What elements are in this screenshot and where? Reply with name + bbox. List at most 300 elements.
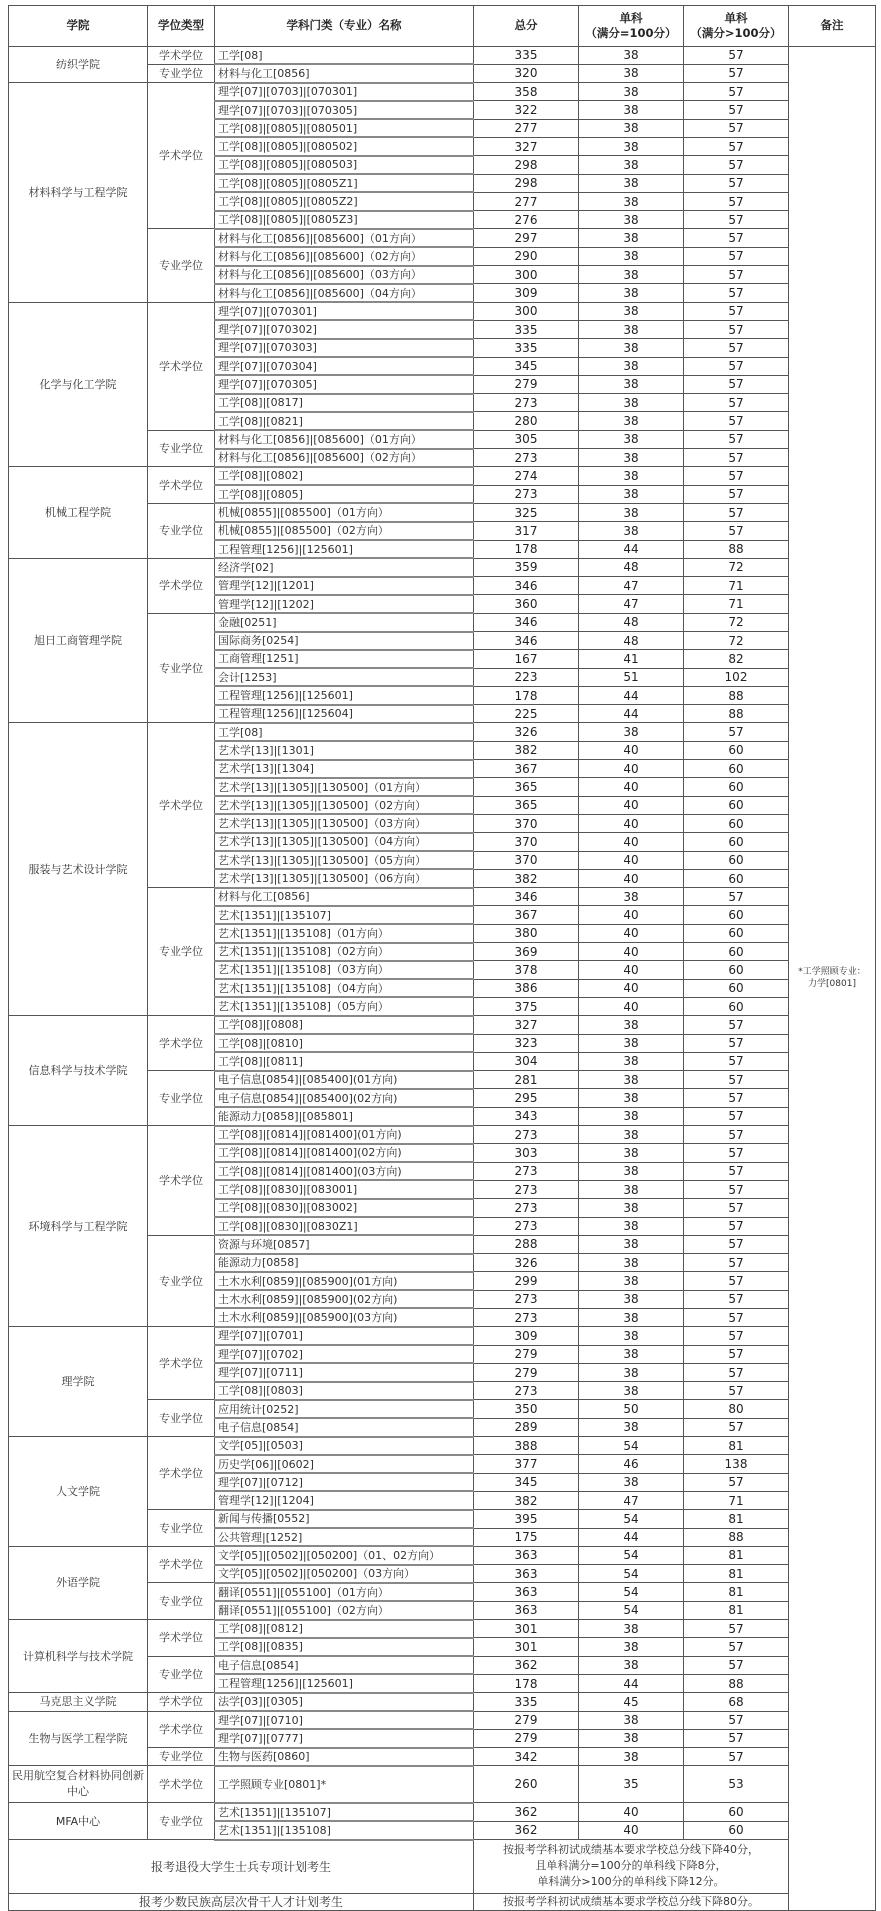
single-100-score: 48 bbox=[579, 632, 684, 650]
college-name: 民用航空复合材料协同创新中心 bbox=[9, 1766, 148, 1803]
single-over100-score: 57 bbox=[684, 1199, 789, 1217]
single-100-score: 38 bbox=[579, 1290, 684, 1308]
single-over100-score: 57 bbox=[684, 339, 789, 357]
header-college: 学院 bbox=[9, 6, 148, 47]
single-100-score: 41 bbox=[579, 650, 684, 668]
total-score: 327 bbox=[474, 1016, 579, 1034]
major-name: 土木水利[0859]|[085900](01方向) bbox=[215, 1272, 474, 1290]
total-score: 320 bbox=[474, 64, 579, 82]
college-name: 机械工程学院 bbox=[9, 467, 148, 558]
single-over100-score: 57 bbox=[684, 1071, 789, 1089]
single-over100-score: 57 bbox=[684, 1052, 789, 1070]
major-name: 管理学[12]|[1204] bbox=[215, 1491, 474, 1509]
single-over100-score: 57 bbox=[684, 1126, 789, 1144]
total-score: 178 bbox=[474, 686, 579, 704]
total-score: 367 bbox=[474, 760, 579, 778]
single-100-score: 45 bbox=[579, 1693, 684, 1711]
major-name: 管理学[12]|[1201] bbox=[215, 577, 474, 595]
single-over100-score: 60 bbox=[684, 741, 789, 759]
total-score: 167 bbox=[474, 650, 579, 668]
major-name: 工程管理[1256]|[125601] bbox=[215, 686, 474, 704]
major-name: 工学[08]|[0814]|[081400](02方向) bbox=[215, 1144, 474, 1162]
single-100-score: 38 bbox=[579, 1382, 684, 1400]
header-row bbox=[9, 6, 876, 47]
total-score: 281 bbox=[474, 1071, 579, 1089]
single-100-score: 44 bbox=[579, 540, 684, 558]
single-100-score: 40 bbox=[579, 961, 684, 979]
single-100-score: 38 bbox=[579, 211, 684, 229]
total-score: 273 bbox=[474, 1199, 579, 1217]
major-name: 理学[07]|[070303] bbox=[215, 339, 474, 357]
total-score: 382 bbox=[474, 1491, 579, 1509]
degree-type: 专业学位 bbox=[148, 229, 215, 302]
major-name: 工学[08]|[0805]|[0805Z2] bbox=[215, 192, 474, 210]
total-score: 175 bbox=[474, 1528, 579, 1546]
single-100-score: 54 bbox=[579, 1437, 684, 1455]
degree-type: 专业学位 bbox=[148, 1071, 215, 1126]
college-name: MFA中心 bbox=[9, 1803, 148, 1840]
total-score: 225 bbox=[474, 705, 579, 723]
table-row bbox=[9, 1126, 876, 1144]
total-score: 346 bbox=[474, 632, 579, 650]
single-100-score: 40 bbox=[579, 760, 684, 778]
single-100-score: 38 bbox=[579, 1638, 684, 1656]
major-name: 材料与化工[0856]|[085600]（01方向） bbox=[215, 229, 474, 247]
single-over100-score: 81 bbox=[684, 1601, 789, 1619]
major-name: 工学[08]|[0821] bbox=[215, 412, 474, 430]
major-name: 艺术[1351]|[135108]（01方向） bbox=[215, 924, 474, 942]
single-over100-score: 57 bbox=[684, 888, 789, 906]
table-row bbox=[9, 1016, 876, 1034]
college-name: 环境科学与工程学院 bbox=[9, 1126, 148, 1327]
total-score: 279 bbox=[474, 1363, 579, 1381]
single-over100-score: 57 bbox=[684, 723, 789, 741]
single-100-score: 47 bbox=[579, 1491, 684, 1509]
single-100-score: 38 bbox=[579, 1034, 684, 1052]
major-name: 国际商务[0254] bbox=[215, 632, 474, 650]
degree-type: 学术学位 bbox=[148, 302, 215, 430]
table-row bbox=[9, 1546, 876, 1564]
total-score: 395 bbox=[474, 1510, 579, 1528]
degree-type: 专业学位 bbox=[148, 430, 215, 467]
single-100-score: 38 bbox=[579, 284, 684, 302]
single-over100-score: 57 bbox=[684, 266, 789, 284]
single-100-score: 38 bbox=[579, 1254, 684, 1272]
single-over100-score: 60 bbox=[684, 961, 789, 979]
major-name: 工学[08]|[0805]|[080502] bbox=[215, 137, 474, 155]
major-name: 理学[07]|[070301] bbox=[215, 302, 474, 320]
total-score: 273 bbox=[474, 1290, 579, 1308]
single-over100-score: 60 bbox=[684, 1803, 789, 1821]
major-name: 理学[07]|[0703]|[070301] bbox=[215, 83, 474, 101]
header-single-100-sub: （满分=100分） bbox=[585, 25, 677, 40]
summary-row bbox=[9, 1893, 876, 1910]
single-over100-score: 60 bbox=[684, 796, 789, 814]
major-name: 艺术学[13]|[1305]|[130500]（05方向） bbox=[215, 851, 474, 869]
single-over100-score: 60 bbox=[684, 814, 789, 832]
total-score: 300 bbox=[474, 266, 579, 284]
total-score: 309 bbox=[474, 284, 579, 302]
total-score: 370 bbox=[474, 814, 579, 832]
summary-description bbox=[474, 1893, 789, 1910]
single-100-score: 38 bbox=[579, 1126, 684, 1144]
single-100-score: 44 bbox=[579, 1528, 684, 1546]
single-over100-score: 57 bbox=[684, 394, 789, 412]
single-100-score: 38 bbox=[579, 375, 684, 393]
table-row bbox=[9, 1693, 876, 1711]
summary-label: 报考退役大学生士兵专项计划考生 bbox=[9, 1840, 474, 1894]
major-name: 电子信息[0854] bbox=[215, 1418, 474, 1436]
table-row bbox=[9, 558, 876, 576]
single-100-score: 38 bbox=[579, 266, 684, 284]
major-name: 工商管理[1251] bbox=[215, 650, 474, 668]
total-score: 335 bbox=[474, 320, 579, 338]
total-score: 288 bbox=[474, 1235, 579, 1253]
total-score: 317 bbox=[474, 522, 579, 540]
summary-description bbox=[474, 1840, 789, 1894]
single-over100-score: 71 bbox=[684, 1491, 789, 1509]
header-note: 备注 bbox=[789, 6, 876, 47]
single-100-score: 38 bbox=[579, 430, 684, 448]
table-row bbox=[9, 723, 876, 741]
single-over100-score: 57 bbox=[684, 485, 789, 503]
degree-type: 专业学位 bbox=[148, 888, 215, 1016]
degree-type: 学术学位 bbox=[148, 558, 215, 613]
single-over100-score: 88 bbox=[684, 1528, 789, 1546]
total-score: 363 bbox=[474, 1546, 579, 1564]
major-name: 工学[08]|[0805]|[0805Z1] bbox=[215, 174, 474, 192]
major-name: 理学[07]|[0701] bbox=[215, 1327, 474, 1345]
major-name: 工程管理[1256]|[125604] bbox=[215, 705, 474, 723]
total-score: 309 bbox=[474, 1327, 579, 1345]
single-over100-score: 57 bbox=[684, 1729, 789, 1747]
single-100-score: 54 bbox=[579, 1510, 684, 1528]
single-100-score: 38 bbox=[579, 357, 684, 375]
single-100-score: 38 bbox=[579, 320, 684, 338]
degree-type: 学术学位 bbox=[148, 723, 215, 888]
single-over100-score: 57 bbox=[684, 83, 789, 101]
single-over100-score: 60 bbox=[684, 851, 789, 869]
degree-type: 学术学位 bbox=[148, 1766, 215, 1803]
total-score: 273 bbox=[474, 449, 579, 467]
single-100-score: 38 bbox=[579, 1144, 684, 1162]
single-100-score: 38 bbox=[579, 723, 684, 741]
total-score: 325 bbox=[474, 503, 579, 521]
major-name: 理学[07]|[0711] bbox=[215, 1363, 474, 1381]
single-over100-score: 57 bbox=[684, 1345, 789, 1363]
major-name: 艺术[1351]|[135108] bbox=[215, 1821, 474, 1839]
major-name: 工学[08]|[0805]|[0805Z3] bbox=[215, 211, 474, 229]
single-over100-score: 57 bbox=[684, 211, 789, 229]
single-100-score: 54 bbox=[579, 1583, 684, 1601]
major-name: 经济学[02] bbox=[215, 558, 474, 576]
single-100-score: 38 bbox=[579, 119, 684, 137]
total-score: 362 bbox=[474, 1821, 579, 1839]
single-over100-score: 102 bbox=[684, 668, 789, 686]
major-name: 艺术[1351]|[135108]（04方向） bbox=[215, 979, 474, 997]
single-100-score: 38 bbox=[579, 412, 684, 430]
major-name: 工学[08]|[0810] bbox=[215, 1034, 474, 1052]
header-major-name: 学科门类（专业）名称 bbox=[215, 6, 474, 47]
total-score: 297 bbox=[474, 229, 579, 247]
major-name: 历史学[06]|[0602] bbox=[215, 1455, 474, 1473]
table-row bbox=[9, 302, 876, 320]
single-100-score: 38 bbox=[579, 1199, 684, 1217]
total-score: 178 bbox=[474, 1674, 579, 1692]
single-over100-score: 81 bbox=[684, 1510, 789, 1528]
major-name: 工学[08]|[0814]|[081400](01方向) bbox=[215, 1126, 474, 1144]
major-name: 艺术学[13]|[1305]|[130500]（01方向） bbox=[215, 778, 474, 796]
major-name: 工学[08]|[0835] bbox=[215, 1638, 474, 1656]
single-over100-score: 57 bbox=[684, 1748, 789, 1766]
major-name: 材料与化工[0856]|[085600]（01方向） bbox=[215, 430, 474, 448]
degree-type: 学术学位 bbox=[148, 1126, 215, 1236]
total-score: 274 bbox=[474, 467, 579, 485]
college-name: 纺织学院 bbox=[9, 47, 148, 83]
single-over100-score: 57 bbox=[684, 1272, 789, 1290]
single-over100-score: 57 bbox=[684, 101, 789, 119]
college-name: 外语学院 bbox=[9, 1546, 148, 1619]
single-100-score: 38 bbox=[579, 47, 684, 65]
single-100-score: 38 bbox=[579, 64, 684, 82]
total-score: 382 bbox=[474, 741, 579, 759]
college-name: 化学与化工学院 bbox=[9, 302, 148, 467]
single-over100-score: 57 bbox=[684, 1254, 789, 1272]
major-name: 艺术学[13]|[1305]|[130500]（06方向） bbox=[215, 869, 474, 887]
single-over100-score: 57 bbox=[684, 1290, 789, 1308]
single-over100-score: 68 bbox=[684, 1693, 789, 1711]
single-over100-score: 57 bbox=[684, 64, 789, 82]
single-100-score: 40 bbox=[579, 906, 684, 924]
single-100-score: 38 bbox=[579, 137, 684, 155]
college-name: 信息科学与技术学院 bbox=[9, 1016, 148, 1126]
total-score: 335 bbox=[474, 1693, 579, 1711]
single-100-score: 54 bbox=[579, 1565, 684, 1583]
single-100-score: 38 bbox=[579, 1052, 684, 1070]
major-name: 管理学[12]|[1202] bbox=[215, 595, 474, 613]
single-over100-score: 57 bbox=[684, 412, 789, 430]
single-100-score: 38 bbox=[579, 467, 684, 485]
major-name: 土木水利[0859]|[085900](03方向) bbox=[215, 1308, 474, 1326]
single-over100-score: 88 bbox=[684, 705, 789, 723]
degree-type: 专业学位 bbox=[148, 1583, 215, 1620]
total-score: 273 bbox=[474, 1217, 579, 1235]
table-row bbox=[9, 1766, 876, 1803]
single-over100-score: 71 bbox=[684, 577, 789, 595]
single-over100-score: 88 bbox=[684, 1674, 789, 1692]
single-100-score: 40 bbox=[579, 833, 684, 851]
single-100-score: 38 bbox=[579, 1217, 684, 1235]
single-over100-score: 57 bbox=[684, 1327, 789, 1345]
single-over100-score: 60 bbox=[684, 760, 789, 778]
single-over100-score: 57 bbox=[684, 137, 789, 155]
degree-type: 学术学位 bbox=[148, 1327, 215, 1400]
major-name: 材料与化工[0856]|[085600]（02方向） bbox=[215, 449, 474, 467]
college-name: 生物与医学工程学院 bbox=[9, 1711, 148, 1766]
total-score: 386 bbox=[474, 979, 579, 997]
major-name: 艺术学[13]|[1305]|[130500]（04方向） bbox=[215, 833, 474, 851]
summary-description-line: 按报考学科初试成绩基本要求学校总分线下降80分。 bbox=[503, 1894, 759, 1908]
total-score: 323 bbox=[474, 1034, 579, 1052]
note-line: *工学照顾专业： bbox=[798, 967, 866, 978]
total-score: 279 bbox=[474, 375, 579, 393]
major-name: 工学[08]|[0811] bbox=[215, 1052, 474, 1070]
single-over100-score: 57 bbox=[684, 1089, 789, 1107]
single-100-score: 40 bbox=[579, 796, 684, 814]
total-score: 345 bbox=[474, 357, 579, 375]
degree-type: 专业学位 bbox=[148, 64, 215, 82]
major-name: 艺术[1351]|[135107] bbox=[215, 906, 474, 924]
single-100-score: 38 bbox=[579, 1327, 684, 1345]
single-over100-score: 81 bbox=[684, 1583, 789, 1601]
single-100-score: 38 bbox=[579, 485, 684, 503]
major-name: 工学[08]|[0830]|[083001] bbox=[215, 1180, 474, 1198]
major-name: 材料与化工[0856]|[085600]（03方向） bbox=[215, 266, 474, 284]
total-score: 350 bbox=[474, 1400, 579, 1418]
single-over100-score: 57 bbox=[684, 1107, 789, 1125]
total-score: 300 bbox=[474, 302, 579, 320]
single-over100-score: 57 bbox=[684, 1217, 789, 1235]
total-score: 280 bbox=[474, 412, 579, 430]
single-100-score: 48 bbox=[579, 613, 684, 631]
single-100-score: 40 bbox=[579, 869, 684, 887]
total-score: 375 bbox=[474, 997, 579, 1015]
single-over100-score: 53 bbox=[684, 1766, 789, 1803]
major-name: 工学[08]|[0830]|[083002] bbox=[215, 1199, 474, 1217]
single-over100-score: 57 bbox=[684, 247, 789, 265]
total-score: 359 bbox=[474, 558, 579, 576]
single-over100-score: 57 bbox=[684, 1656, 789, 1674]
total-score: 223 bbox=[474, 668, 579, 686]
major-name: 工程管理[1256]|[125601] bbox=[215, 540, 474, 558]
single-100-score: 38 bbox=[579, 1345, 684, 1363]
single-100-score: 38 bbox=[579, 1272, 684, 1290]
degree-type: 学术学位 bbox=[148, 83, 215, 229]
total-score: 342 bbox=[474, 1748, 579, 1766]
major-name: 艺术[1351]|[135108]（05方向） bbox=[215, 997, 474, 1015]
major-name: 金融[0251] bbox=[215, 613, 474, 631]
total-score: 273 bbox=[474, 1126, 579, 1144]
total-score: 360 bbox=[474, 595, 579, 613]
total-score: 273 bbox=[474, 394, 579, 412]
single-over100-score: 57 bbox=[684, 522, 789, 540]
single-over100-score: 88 bbox=[684, 686, 789, 704]
major-name: 工学[08] bbox=[215, 723, 474, 741]
total-score: 301 bbox=[474, 1620, 579, 1638]
degree-type: 专业学位 bbox=[148, 1748, 215, 1766]
total-score: 335 bbox=[474, 339, 579, 357]
total-score: 358 bbox=[474, 83, 579, 101]
single-100-score: 40 bbox=[579, 997, 684, 1015]
single-over100-score: 60 bbox=[684, 997, 789, 1015]
total-score: 326 bbox=[474, 1254, 579, 1272]
single-over100-score: 57 bbox=[684, 174, 789, 192]
single-over100-score: 57 bbox=[684, 302, 789, 320]
total-score: 298 bbox=[474, 174, 579, 192]
single-100-score: 40 bbox=[579, 979, 684, 997]
major-name: 机械[0855]|[085500]（01方向） bbox=[215, 503, 474, 521]
major-name: 理学[07]|[0702] bbox=[215, 1345, 474, 1363]
single-100-score: 38 bbox=[579, 1235, 684, 1253]
single-over100-score: 57 bbox=[684, 467, 789, 485]
total-score: 303 bbox=[474, 1144, 579, 1162]
total-score: 304 bbox=[474, 1052, 579, 1070]
single-100-score: 54 bbox=[579, 1601, 684, 1619]
major-name: 艺术学[13]|[1304] bbox=[215, 760, 474, 778]
single-over100-score: 60 bbox=[684, 833, 789, 851]
major-name: 工学[08]|[0805]|[080501] bbox=[215, 119, 474, 137]
single-100-score: 38 bbox=[579, 192, 684, 210]
header-single-100-title: 单科 bbox=[619, 11, 643, 25]
single-100-score: 38 bbox=[579, 1711, 684, 1729]
total-score: 273 bbox=[474, 485, 579, 503]
degree-type: 学术学位 bbox=[148, 1620, 215, 1657]
degree-type: 专业学位 bbox=[148, 1400, 215, 1437]
single-over100-score: 57 bbox=[684, 192, 789, 210]
single-over100-score: 57 bbox=[684, 1308, 789, 1326]
college-name: 马克思主义学院 bbox=[9, 1693, 148, 1711]
single-100-score: 38 bbox=[579, 522, 684, 540]
header-single-over100-title: 单科 bbox=[724, 11, 748, 25]
single-over100-score: 57 bbox=[684, 156, 789, 174]
major-name: 工学[08]|[0830]|[0830Z1] bbox=[215, 1217, 474, 1235]
total-score: 382 bbox=[474, 869, 579, 887]
single-100-score: 38 bbox=[579, 503, 684, 521]
major-name: 电子信息[0854]|[085400](02方向) bbox=[215, 1089, 474, 1107]
total-score: 260 bbox=[474, 1766, 579, 1803]
major-name: 工学[08]|[0802] bbox=[215, 467, 474, 485]
note-cell bbox=[789, 47, 876, 1911]
note-line: 力学[0801] bbox=[808, 979, 856, 990]
total-score: 388 bbox=[474, 1437, 579, 1455]
single-over100-score: 57 bbox=[684, 1418, 789, 1436]
admission-score-table bbox=[8, 5, 876, 1911]
table-row bbox=[9, 47, 876, 65]
major-name: 文学[05]|[0503] bbox=[215, 1437, 474, 1455]
single-over100-score: 57 bbox=[684, 284, 789, 302]
single-over100-score: 57 bbox=[684, 1363, 789, 1381]
major-name: 理学[07]|[0703]|[070305] bbox=[215, 101, 474, 119]
major-name: 理学[07]|[0777] bbox=[215, 1729, 474, 1747]
major-name: 材料与化工[0856] bbox=[215, 64, 474, 82]
single-over100-score: 71 bbox=[684, 595, 789, 613]
major-name: 能源动力[0858]|[085801] bbox=[215, 1107, 474, 1125]
table-row bbox=[9, 1327, 876, 1345]
major-name: 艺术学[13]|[1305]|[130500]（03方向） bbox=[215, 814, 474, 832]
single-100-score: 51 bbox=[579, 668, 684, 686]
single-100-score: 38 bbox=[579, 101, 684, 119]
single-100-score: 38 bbox=[579, 1071, 684, 1089]
single-over100-score: 60 bbox=[684, 778, 789, 796]
major-name: 工学[08]|[0805]|[080503] bbox=[215, 156, 474, 174]
single-over100-score: 82 bbox=[684, 650, 789, 668]
major-name: 文学[05]|[0502]|[050200]（01、02方向） bbox=[215, 1546, 474, 1564]
single-100-score: 47 bbox=[579, 595, 684, 613]
major-name: 工学[08]|[0808] bbox=[215, 1016, 474, 1034]
single-100-score: 38 bbox=[579, 1180, 684, 1198]
single-over100-score: 60 bbox=[684, 924, 789, 942]
total-score: 365 bbox=[474, 796, 579, 814]
single-over100-score: 72 bbox=[684, 558, 789, 576]
single-over100-score: 57 bbox=[684, 357, 789, 375]
single-100-score: 48 bbox=[579, 558, 684, 576]
single-over100-score: 57 bbox=[684, 1162, 789, 1180]
major-name: 工程管理[1256]|[125601] bbox=[215, 1674, 474, 1692]
single-100-score: 40 bbox=[579, 778, 684, 796]
single-100-score: 46 bbox=[579, 1455, 684, 1473]
summary-description-line: 按报考学科初试成绩基本要求学校总分线下降40分， bbox=[503, 1843, 759, 1857]
table-row bbox=[9, 1803, 876, 1821]
